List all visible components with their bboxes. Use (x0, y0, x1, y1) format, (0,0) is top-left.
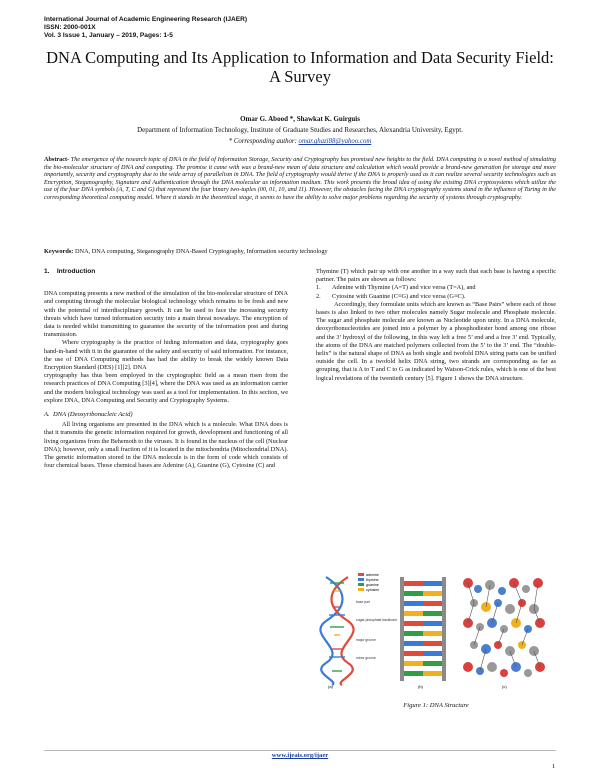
panel-label-a: (a) (328, 684, 333, 689)
right-column (316, 268, 556, 383)
intro-paragraph-3: cryptography has thus been employed in the cryptographic field as a mean risen from the research practices of DNA Computing [3][4], where the DNA was used as an information carrier and the modern biological technology was used as a tool for implementation. In this section, we explore DNA, DNA Computing and Security and Cryptography Systems. (44, 372, 288, 404)
left-column (44, 268, 288, 470)
list-item (316, 293, 556, 301)
abstract (44, 156, 556, 202)
abstract-text: The emergence of the research topic of DNA in the field of Information Storage, Security and Cryptography has promised new heights to the field. DNA computing is a novel method of simulating the bio-molecular structure of DNA and computing. The promise it came with was a brand-new mean of data structure and calculation which would provide a brand-new generation for storage and more importantly, security and cryptography due to the wide array of parallelism in DNA. The field of cryptography would thrive if the DNA is properly used as it can realize several security technologies such as Encryption, Steganography, Signature and Authentication through the DNA molecular as information medium. This work presents the broad idea of using the existing DNA cryptosystems which utilize the use of the four DNA symbols (A, T, C and G) that represent the four binary two-tuples (00, 01, 10, and 11). However, the obstacles facing the DNA cryptography systems stand in the influence of Turing in the corresponding theoretical computing model. Where it stands in the theoretical stage, it seems to have the ability to solve major problems regarding the security of systems through cryptography. (44, 156, 556, 201)
dna-molecular-panel (463, 578, 545, 677)
legend-swatch-adenine (358, 573, 364, 576)
journal-issn: ISSN: 2000-001X (44, 24, 96, 31)
journal-volume: Vol. 3 Issue 1, January – 2019, Pages: 1-5 (44, 32, 173, 39)
keywords-text: DNA, DNA computing, Steganography DNA-Based Cryptography, Information security technology (74, 248, 328, 255)
side-label: sugar-phosphate backbone (356, 618, 398, 622)
legend-label: cytosine (366, 588, 380, 592)
backbone-right (442, 577, 446, 681)
intro-paragraph-2: Where cryptography is the practice of hiding information and data, cryptography goes hand-in-hand with it in the guarantee of the safety and security of said information. For instance, the use of DNA Computing methods has had the ability to break the widely known Data Encryption Standard (DES) [1][2]. DNA (44, 339, 288, 372)
list-item-text: Adenine with Thymine (A=T) and vice versa (T=A), and (332, 284, 476, 292)
section-heading-introduction: 1. Introduction (44, 268, 96, 275)
journal-header (44, 16, 247, 40)
molecule-atoms (463, 578, 545, 677)
intro-paragraph-1: DNA computing presents a new method of the simulation of the bio-molecular structure of DNA and computing through the molecular biological technology which remains to be fresh and new with the potential of interdisciplinary growth. It can be used to face the increasing security threats which have turned information security into a main threat nowadays. The encryption of data is needed whilst transmitting to guarantee the security of the information post and during transmission. (44, 290, 288, 339)
page-number: 1 (552, 763, 556, 770)
subsection-heading-dna: A. DNA (Deoxyribonucleic Acid) (44, 411, 133, 419)
legend-swatch-thymine (358, 578, 364, 581)
footer-url-link[interactable]: www.ijeais.org/ijaer (271, 752, 329, 759)
list-item-text: Cytosine with Guanine (C≡G) and vice versa (G≡C). (332, 292, 466, 300)
figure-side-labels (356, 600, 397, 660)
keywords-label: Keywords: (44, 248, 74, 255)
keywords (44, 248, 556, 256)
corresponding-email-link[interactable]: omar.ghazi88@yahoo.com (298, 138, 372, 145)
list-item (316, 284, 556, 292)
right-paragraph-1: Thymine (T) which pair up with one another in a way such that each base is having a specific partner. The pairs are shown as follows: (316, 268, 556, 284)
ladder-rungs (404, 581, 442, 676)
dna-ladder-panel (400, 577, 446, 681)
panel-label-c: (c) (502, 684, 507, 689)
legend-swatch-cytosine (358, 588, 364, 591)
side-label: minor groove (356, 656, 376, 660)
footer (0, 752, 600, 759)
dna-paragraph: All living organisms are presented in the DNA which is a molecule. What DNA does is that it transmits the genetic information required for growth, development and functioning of all living organisms from the Behemoth to the viruses. It is found in the nucleus of the cell (Nuclear DNA); however, only a small fraction of it is located in the mitochondria (Mitochondrial DNA). The genetic information stored in the DNA molecule is in the form of code which consists of four chemical bases. Those chemical bases are Adenine (A), Guanine (G), Cytosine (C) and (44, 421, 288, 470)
right-paragraph-2: Accordingly, they formulate units which are known as “Base Pairs” where each of those bases is also linked to two other molecules namely Sugar molecule and Phosphate molecule. The sugar and phosphate molecule are known as Nucleotide upon unity. In a DNA molecule, deoxyribonucleotides are joined into a polymer by a phosphodiester bond among one ribose and the 3’ hydroxyl of the following, in this way left a free 5’ end and a free 3’ end. Typically, the atoms of the DNA are matched polymers collected from the 5’ to the 3’ end. The “double-helix” is the natural shape of DNA as both single and twofold DNA string parts can be unified outside the cell. In a twofold helix DNA string, two strands are corresponding as far as grouping, that is A to T and C to G as indicated by Watson-Crick rules, which is one of the best logical revelations of the twentieth century [5]. Figure 1 shows the DNA structure. (316, 300, 557, 382)
legend-label: adenine (366, 573, 379, 577)
author-affiliation: Department of Information Technology, Institute of Graduate Studies and Researches, Alexandria University, Egypt. (137, 126, 463, 134)
paper-title: DNA Computing and Its Application to Information and Data Security Field: A Survey (46, 48, 554, 86)
side-label: base pair (356, 600, 370, 604)
legend-label: guanine (366, 583, 379, 587)
side-label: major groove (356, 638, 376, 642)
figure-caption: Figure 1: DNA Structure (403, 702, 469, 709)
panel-label-b: (b) (418, 684, 423, 689)
legend-swatch-guanine (358, 583, 364, 586)
figure-legend (358, 573, 379, 592)
dna-structure-figure (318, 569, 556, 689)
list-item-number: 1. (316, 284, 321, 292)
list-item-number: 2. (316, 292, 321, 300)
legend-label: thymine (366, 578, 379, 582)
corresponding-label: * Corresponding author: (228, 138, 297, 145)
footer-divider (44, 750, 556, 751)
backbone-left (400, 577, 404, 681)
corresponding-author (44, 137, 556, 146)
journal-name: International Journal of Academic Engineering Research (IJAER) (44, 16, 248, 23)
abstract-label: Abstract- (44, 156, 70, 163)
paper-authors: Omar G. Abood *, Shawkat K. Guirguis (240, 115, 360, 123)
dna-helix-panel (320, 577, 353, 685)
